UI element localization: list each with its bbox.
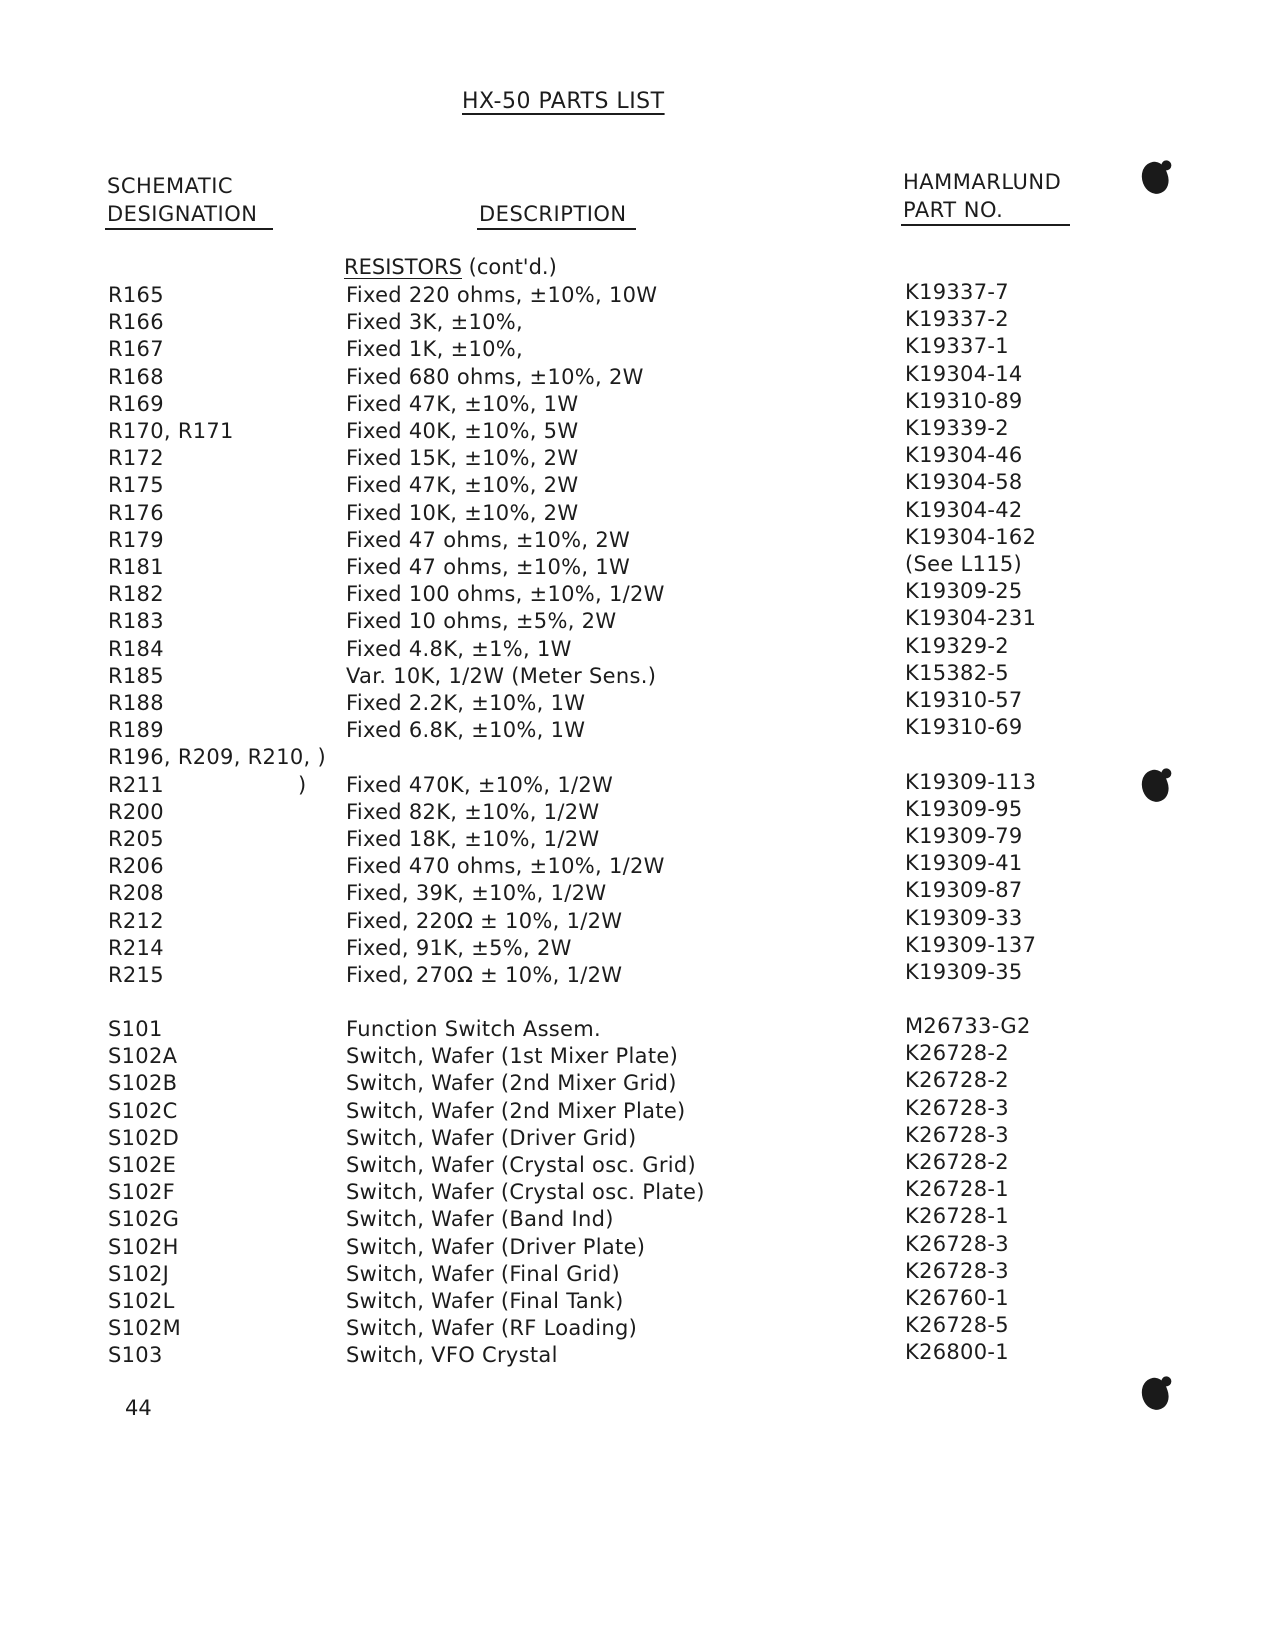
table-row bbox=[0, 796, 1261, 826]
part-number-cell: K19304-42 bbox=[905, 497, 1023, 522]
part-number-cell: K26728-5 bbox=[905, 1313, 1009, 1338]
designation-cell: R214 bbox=[108, 935, 164, 960]
designation-cell: R189 bbox=[108, 718, 164, 743]
description-cell: Fixed, 220Ω ± 10%, 1/2W bbox=[346, 908, 623, 933]
part-number-cell: K19310-69 bbox=[905, 715, 1023, 740]
part-number-cell: K19309-41 bbox=[905, 851, 1023, 876]
description-cell: Fixed 82K, ±10%, 1/2W bbox=[346, 799, 600, 824]
part-number-cell: K26728-2 bbox=[905, 1150, 1009, 1174]
part-number-cell: K26728-3 bbox=[905, 1258, 1009, 1283]
section-label: RESISTORS bbox=[344, 255, 462, 279]
binder-hole-bottom bbox=[1137, 1375, 1172, 1414]
table-row bbox=[0, 633, 1261, 663]
page-title: HX-50 PARTS LIST bbox=[462, 89, 665, 114]
designation-cell: S102M bbox=[108, 1316, 182, 1341]
description-cell: Fixed 100 ohms, ±10%, 1/2W bbox=[346, 582, 665, 607]
part-number-cell: K19337-1 bbox=[905, 334, 1009, 359]
part-number-cell: K19304-46 bbox=[905, 443, 1023, 468]
description-cell: Fixed 10K, ±10%, 2W bbox=[346, 500, 579, 525]
part-number-cell: K19337-2 bbox=[905, 307, 1009, 332]
table-row bbox=[0, 1258, 1261, 1288]
table-row bbox=[0, 1231, 1261, 1261]
description-cell: Fixed 680 ohms, ±10%, 2W bbox=[346, 364, 644, 389]
table-row bbox=[0, 309, 1261, 336]
part-number-cell: K26760-1 bbox=[905, 1286, 1009, 1310]
header-schematic-line1: SCHEMATIC bbox=[107, 174, 234, 198]
table-row bbox=[0, 853, 1261, 880]
table-row bbox=[0, 554, 1261, 581]
designation-cell: R196, R209, R210, ) bbox=[108, 745, 326, 770]
header-schematic-line2: DESIGNATION bbox=[107, 202, 258, 226]
description-cell: Switch, Wafer (Crystal osc. Plate) bbox=[346, 1180, 705, 1205]
part-number-cell: K19304-231 bbox=[905, 606, 1037, 631]
part-number-cell: K19304-58 bbox=[905, 470, 1023, 495]
description-cell: Fixed 10 ohms, ±5%, 2W bbox=[346, 609, 617, 634]
designation-cell: R182 bbox=[108, 582, 164, 607]
designation-cell: R167 bbox=[108, 337, 164, 362]
designation-cell: S103 bbox=[108, 1343, 163, 1368]
table-row bbox=[0, 336, 1261, 363]
table-row bbox=[0, 1016, 1261, 1043]
table-row bbox=[0, 1122, 1261, 1152]
designation-cell: R179 bbox=[108, 527, 164, 552]
part-number-cell: K26728-3 bbox=[905, 1095, 1009, 1120]
table-row bbox=[0, 1288, 1261, 1315]
header-part-number bbox=[903, 168, 1061, 224]
part-number-cell: K19309-79 bbox=[905, 824, 1023, 848]
description-cell: Fixed 6.8K, ±10%, 1W bbox=[346, 718, 586, 743]
table-row bbox=[0, 932, 1261, 962]
table-row bbox=[0, 1095, 1261, 1125]
description-cell: Fixed 1K, ±10%, bbox=[346, 337, 524, 362]
section-suffix: (cont'd.) bbox=[462, 255, 557, 279]
table-row bbox=[0, 962, 1261, 989]
designation-cell: R172 bbox=[108, 446, 164, 471]
designation-cell: R206 bbox=[108, 854, 164, 879]
table-row bbox=[0, 660, 1261, 690]
designation-cell: S102H bbox=[108, 1234, 179, 1259]
part-number-cell: K19304-14 bbox=[905, 361, 1023, 386]
header-description: DESCRIPTION bbox=[479, 202, 627, 226]
designation-cell: R175 bbox=[108, 473, 164, 498]
description-cell: Fixed 220 ohms, ±10%, 10W bbox=[346, 283, 658, 307]
table-row bbox=[0, 1070, 1261, 1097]
description-cell: Switch, VFO Crystal bbox=[346, 1343, 558, 1368]
table-row bbox=[0, 880, 1261, 907]
part-number-cell: K19337-7 bbox=[905, 280, 1009, 304]
description-cell: Fixed, 39K, ±10%, 1/2W bbox=[346, 881, 607, 906]
part-number-cell: K19309-25 bbox=[905, 579, 1023, 604]
designation-cell: S101 bbox=[108, 1017, 163, 1041]
designation-cell: S102J bbox=[108, 1261, 170, 1286]
table-row bbox=[0, 690, 1261, 717]
description-cell: Switch, Wafer (Driver Plate) bbox=[346, 1234, 646, 1259]
part-number-cell: K26728-3 bbox=[905, 1122, 1009, 1147]
table-row bbox=[0, 282, 1261, 309]
description-cell: Fixed 40K, ±10%, 5W bbox=[346, 419, 579, 443]
part-number-cell: K26728-1 bbox=[905, 1177, 1009, 1202]
description-cell: Switch, Wafer (Band Ind) bbox=[346, 1207, 614, 1232]
designation-cell: R215 bbox=[108, 963, 164, 987]
table-row bbox=[0, 1206, 1261, 1233]
designation-cell: R166 bbox=[108, 310, 164, 335]
description-cell: Fixed 470 ohms, ±10%, 1/2W bbox=[346, 854, 665, 879]
table-row bbox=[0, 826, 1261, 853]
description-cell: Switch, Wafer (Final Tank) bbox=[346, 1289, 624, 1313]
description-cell: Switch, Wafer (Crystal osc. Grid) bbox=[346, 1153, 697, 1177]
designation-cell: S102A bbox=[108, 1044, 178, 1069]
table-row bbox=[0, 769, 1261, 799]
description-cell: Fixed 47 ohms, ±10%, 1W bbox=[346, 555, 631, 579]
designation-cell: R205 bbox=[108, 827, 164, 851]
table-row bbox=[0, 905, 1261, 935]
part-number-cell: K26728-3 bbox=[905, 1231, 1009, 1256]
designation-cell: R211 bbox=[108, 772, 164, 797]
header-part-line1: HAMMARLUND bbox=[903, 170, 1062, 194]
part-number-cell: K19309-33 bbox=[905, 905, 1023, 930]
description-cell: Fixed 18K, ±10%, 1/2W bbox=[346, 827, 600, 851]
description-cell: Switch, Wafer (2nd Mixer Plate) bbox=[346, 1098, 686, 1123]
header-part-underline bbox=[901, 224, 1070, 226]
part-number-cell: K19310-89 bbox=[905, 388, 1023, 413]
designation-cell: S102L bbox=[108, 1289, 175, 1313]
part-number-cell: K15382-5 bbox=[905, 660, 1009, 685]
description-cell: Fixed 47 ohms, ±10%, 2W bbox=[346, 527, 631, 552]
description-cell: Switch, Wafer (1st Mixer Plate) bbox=[346, 1044, 679, 1069]
designation-cell: R185 bbox=[108, 663, 164, 688]
table-row bbox=[0, 1315, 1261, 1342]
header-schematic-underline bbox=[105, 228, 273, 230]
designation-cell: S102C bbox=[108, 1098, 178, 1123]
designation-cell: R212 bbox=[108, 908, 164, 933]
designation-cell: R176 bbox=[108, 500, 164, 525]
table-row bbox=[0, 1152, 1261, 1179]
designation-cell: S102E bbox=[108, 1153, 177, 1177]
designation-cell: R168 bbox=[108, 364, 164, 389]
header-description-underline bbox=[477, 228, 636, 230]
description-cell: Fixed 47K, ±10%, 1W bbox=[346, 391, 579, 416]
description-cell: Fixed 15K, ±10%, 2W bbox=[346, 446, 579, 471]
table-row bbox=[0, 445, 1261, 472]
part-number-cell: K26728-2 bbox=[905, 1041, 1009, 1066]
designation-cell: R165 bbox=[108, 283, 164, 307]
table-row bbox=[0, 608, 1261, 635]
part-number-cell: K26800-1 bbox=[905, 1340, 1009, 1365]
part-number-cell: K19309-87 bbox=[905, 878, 1023, 903]
section-heading-resistors bbox=[344, 255, 557, 279]
table-row bbox=[0, 472, 1261, 499]
description-cell: Switch, Wafer (Final Grid) bbox=[346, 1261, 621, 1286]
table-row bbox=[0, 1342, 1261, 1369]
table-row bbox=[0, 418, 1261, 445]
part-number-cell: K19309-113 bbox=[905, 769, 1037, 794]
page-number: 44 bbox=[125, 1396, 152, 1420]
part-number-cell: K19309-95 bbox=[905, 796, 1023, 821]
part-number-cell: K19304-162 bbox=[905, 524, 1037, 549]
designation-cell: S102B bbox=[108, 1071, 178, 1096]
table-row bbox=[0, 717, 1261, 744]
description-cell: Var. 10K, 1/2W (Meter Sens.) bbox=[346, 663, 657, 688]
part-number-cell: K19329-2 bbox=[905, 633, 1009, 658]
description-cell: Switch, Wafer (RF Loading) bbox=[346, 1316, 638, 1341]
description-cell: Fixed, 270Ω ± 10%, 1/2W bbox=[346, 963, 623, 987]
designation-cell: R170, R171 bbox=[108, 419, 234, 443]
part-number-cell: M26733-G2 bbox=[905, 1014, 1031, 1038]
description-cell: Function Switch Assem. bbox=[346, 1017, 602, 1041]
designation-cell: R188 bbox=[108, 691, 164, 715]
header-schematic-designation bbox=[107, 172, 257, 228]
table-row bbox=[0, 361, 1261, 391]
description-cell: Switch, Wafer (Driver Grid) bbox=[346, 1125, 637, 1150]
description-cell: Fixed 47K, ±10%, 2W bbox=[346, 473, 579, 498]
part-number-cell: K19309-35 bbox=[905, 960, 1023, 984]
description-cell: Fixed 3K, ±10%, bbox=[346, 310, 524, 335]
part-number-cell: (See L115) bbox=[905, 552, 1023, 576]
binder-hole-top bbox=[1137, 159, 1172, 198]
header-part-line2: PART NO. bbox=[903, 198, 1004, 222]
designation-cell: R181 bbox=[108, 555, 164, 579]
designation-cell: S102G bbox=[108, 1207, 180, 1232]
part-number-cell: K26728-2 bbox=[905, 1068, 1009, 1093]
description-cell: Switch, Wafer (2nd Mixer Grid) bbox=[346, 1071, 677, 1096]
table-row bbox=[0, 581, 1261, 608]
designation-cell: R208 bbox=[108, 881, 164, 906]
table-row bbox=[0, 744, 1261, 771]
bracket-mark: ) bbox=[298, 772, 307, 797]
part-number-cell: K26728-1 bbox=[905, 1204, 1009, 1229]
designation-cell: S102D bbox=[108, 1125, 180, 1150]
table-row bbox=[0, 1043, 1261, 1070]
table-row bbox=[0, 524, 1261, 554]
table-row bbox=[0, 497, 1261, 527]
designation-cell: R183 bbox=[108, 609, 164, 634]
description-cell: Fixed 2.2K, ±10%, 1W bbox=[346, 691, 586, 715]
description-cell: Fixed 4.8K, ±1%, 1W bbox=[346, 636, 572, 661]
description-cell: Fixed, 91K, ±5%, 2W bbox=[346, 935, 572, 960]
description-cell: Fixed 470K, ±10%, 1/2W bbox=[346, 772, 614, 797]
designation-cell: R169 bbox=[108, 391, 164, 416]
part-number-cell: K19309-137 bbox=[905, 932, 1037, 957]
table-row bbox=[0, 1179, 1261, 1206]
designation-cell: R184 bbox=[108, 636, 164, 661]
designation-cell: R200 bbox=[108, 799, 164, 824]
designation-cell: S102F bbox=[108, 1180, 175, 1205]
part-number-cell: K19310-57 bbox=[905, 688, 1023, 712]
part-number-cell: K19339-2 bbox=[905, 416, 1009, 440]
table-row bbox=[0, 388, 1261, 418]
